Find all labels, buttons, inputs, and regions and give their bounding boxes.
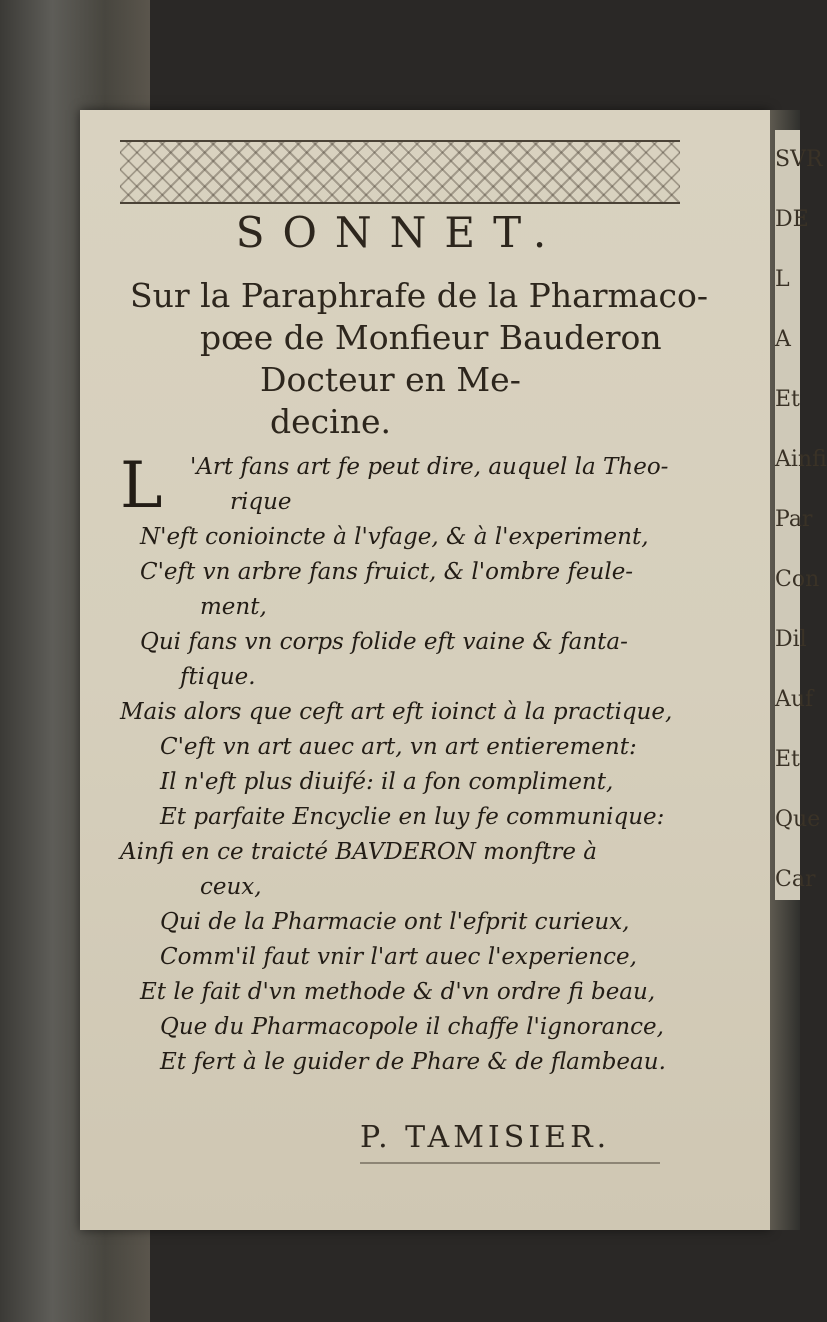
facing-page-text: Auf: [775, 687, 814, 712]
poem-line: ment,: [200, 594, 267, 620]
poem-line: Qui fans vn corps folide eft vaine & fanta-: [140, 629, 628, 655]
poem-line: C'eft vn art auec art, vn art entierement:: [160, 734, 637, 760]
poem-line: Ainfi en ce traicté BAVDERON monftre à: [120, 839, 597, 865]
subtitle-line: decine.: [270, 402, 391, 441]
book-page: [80, 110, 770, 1230]
facing-page-text: L: [775, 267, 790, 292]
drop-capital: L: [120, 449, 163, 523]
facing-page-text: Et: [775, 747, 800, 772]
poem-line: Il n'eft plus diuifé: il a fon compliment,: [160, 769, 614, 795]
sonnet-body: [120, 450, 750, 1080]
page-title: SONNET.: [235, 208, 565, 257]
facing-page-fragment: [775, 130, 827, 900]
facing-page-text: SVR: [775, 147, 823, 172]
poem-line: N'eft conioincte à l'vfage, & à l'experiment,: [140, 524, 649, 550]
poem-line: 'Art fans art fe peut dire, auquel la Theo-: [190, 454, 669, 480]
facing-page-text: Dil: [775, 627, 807, 652]
poem-line: Et fert à le guider de Phare & de flambeau.: [160, 1049, 666, 1075]
author-signature: P. TAMISIER.: [360, 1120, 611, 1155]
poem-line: Que du Pharmacopole il chaffe l'ignorance,: [160, 1014, 664, 1040]
facing-page-text: Car: [775, 867, 816, 892]
subtitle-line: pœe de Monfieur Bauderon: [200, 318, 662, 357]
poem-line: Et parfaite Encyclie en luy fe communique:: [160, 804, 665, 830]
poem-line: ftique.: [180, 664, 256, 690]
poem-line: rique: [230, 489, 292, 515]
subtitle-line: Docteur en Me-: [260, 360, 521, 399]
facing-page-text: Que: [775, 807, 821, 832]
facing-page-text: A: [775, 327, 791, 352]
facing-page-text: Par: [775, 507, 813, 532]
poem-line: Qui de la Pharmacie ont l'efprit curieux,: [160, 909, 630, 935]
poem-line: ceux,: [200, 874, 262, 900]
subtitle-line: Sur la Paraphrafe de la Pharmaco-: [130, 276, 708, 315]
facing-page-text: Ainfi: [775, 447, 827, 472]
subtitle: [120, 275, 720, 443]
facing-page-text: Con: [775, 567, 820, 592]
poem-line: Et le fait d'vn methode & d'vn ordre fi beau,: [140, 979, 656, 1005]
signature-rule: [360, 1162, 660, 1164]
decorative-header-band: [120, 140, 680, 204]
poem-line: C'eft vn arbre fans fruict, & l'ombre feule-: [140, 559, 634, 585]
poem-line: Mais alors que ceft art eft ioinct à la practique,: [120, 699, 673, 725]
poem-line: Comm'il faut vnir l'art auec l'experience,: [160, 944, 637, 970]
facing-page-text: DE: [775, 207, 809, 232]
facing-page-text: Et: [775, 387, 800, 412]
